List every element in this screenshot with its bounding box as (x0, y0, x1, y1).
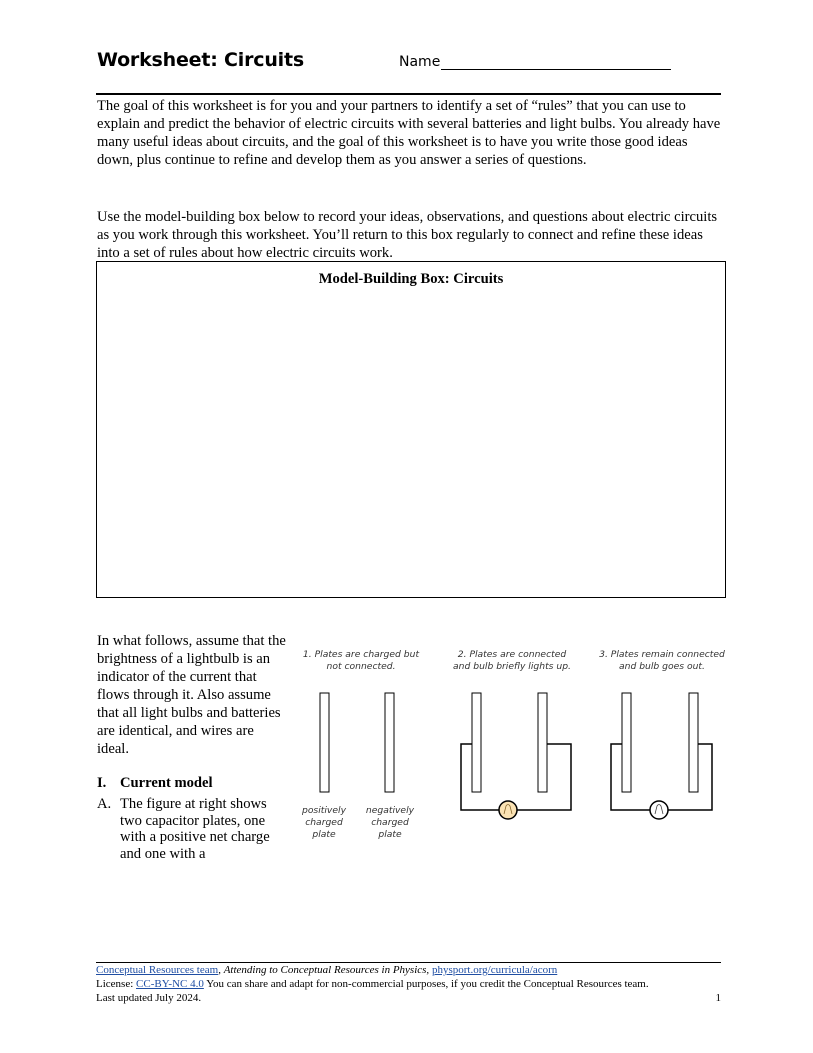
panel-2-positive-plate (472, 693, 481, 792)
section-number: I. (97, 775, 107, 791)
footer-credit: Conceptual Resources team, Attending to Conceptual Resources in Physics, physport.org/curricula/acorn (96, 964, 558, 976)
assumptions-text: In what follows, assume that the brightness of a lightbulb is an indicator of the current that flows through it. Also assume that all light bulbs and batteries are identical, and wires are ideal. (97, 633, 286, 757)
credit-team-link[interactable]: Conceptual Resources team (96, 964, 219, 976)
footer-divider (96, 962, 721, 963)
panel-1-caption-line2: not connected. (326, 661, 396, 672)
panel-2-lit-bulb (499, 801, 517, 819)
model-building-box-title: Model-Building Box: Circuits (318, 271, 504, 287)
credit-title: Attending to Conceptual Resources in Physics, (223, 964, 430, 976)
panel-3-positive-plate (622, 693, 631, 792)
worksheet-title: Worksheet: Circuits (97, 49, 304, 71)
license-text: You can share and adapt for non-commercial purposes, if you credit the Conceptual Resources team. (203, 978, 649, 990)
panel-3-negative-plate (689, 693, 698, 792)
panel-1-negative-plate (385, 693, 394, 792)
question-label: A. (97, 796, 112, 812)
model-building-box[interactable] (96, 261, 726, 598)
panel-3-caption-line1: 3. Plates remain connected (599, 649, 725, 660)
positive-plate-label-line1: positively (301, 805, 347, 816)
panel-3-unlit-bulb (650, 801, 668, 819)
footer-license: License: CC-BY-NC 4.0 You can share and adapt for non-commercial purposes, if you credit the Conceptual Resources team. (96, 978, 649, 990)
panel-2-caption-line1: 2. Plates are connected (457, 649, 567, 660)
panel-2-negative-plate (538, 693, 547, 792)
question-text: The figure at right shows two capacitor plates, one with a positive net charge and one with a (120, 796, 270, 862)
footer-updated (96, 992, 721, 1005)
intro-paragraph-goal: The goal of this worksheet is for you and your partners to identify a set of “rules” that you can use to explain and predict the behavior of electric circuits with several batteries and light bulbs. You already have many useful ideas about circuits, and the goal of this worksheet is to have you write those good ideas down, plus continue to refine and develop them as you answer a series of questions. (97, 98, 721, 168)
negative-plate-label-line3: plate (378, 829, 402, 840)
panel-1-positive-plate (320, 693, 329, 792)
header-divider (96, 93, 721, 95)
last-updated: Last updated July 2024. (96, 992, 202, 1004)
panel-3-caption-line2: and bulb goes out. (619, 661, 705, 672)
section-title: Current model (120, 775, 213, 791)
credit-url-link[interactable]: physport.org/curricula/acorn (431, 964, 558, 976)
positive-plate-label-line2: charged (305, 817, 343, 828)
negative-plate-label-line1: negatively (365, 805, 415, 816)
negative-plate-label-line2: charged (371, 817, 409, 828)
page-number: 1 (715, 992, 721, 1004)
panel-1-caption-line1: 1. Plates are charged but (302, 649, 420, 660)
license-link[interactable]: CC-BY-NC 4.0 (136, 978, 204, 990)
name-label: Name (399, 54, 441, 70)
positive-plate-label-line3: plate (312, 829, 336, 840)
capacitor-figure (296, 640, 736, 850)
panel-2-caption-line2: and bulb briefly lights up. (453, 661, 571, 672)
name-blank-line[interactable] (441, 69, 671, 70)
intro-paragraph-model-box: Use the model-building box below to record your ideas, observations, and questions about electric circuits as you work through this worksheet. You’ll return to this box regularly to connect and refine these ideas into a set of rules about how electric circuits work. (97, 209, 718, 261)
